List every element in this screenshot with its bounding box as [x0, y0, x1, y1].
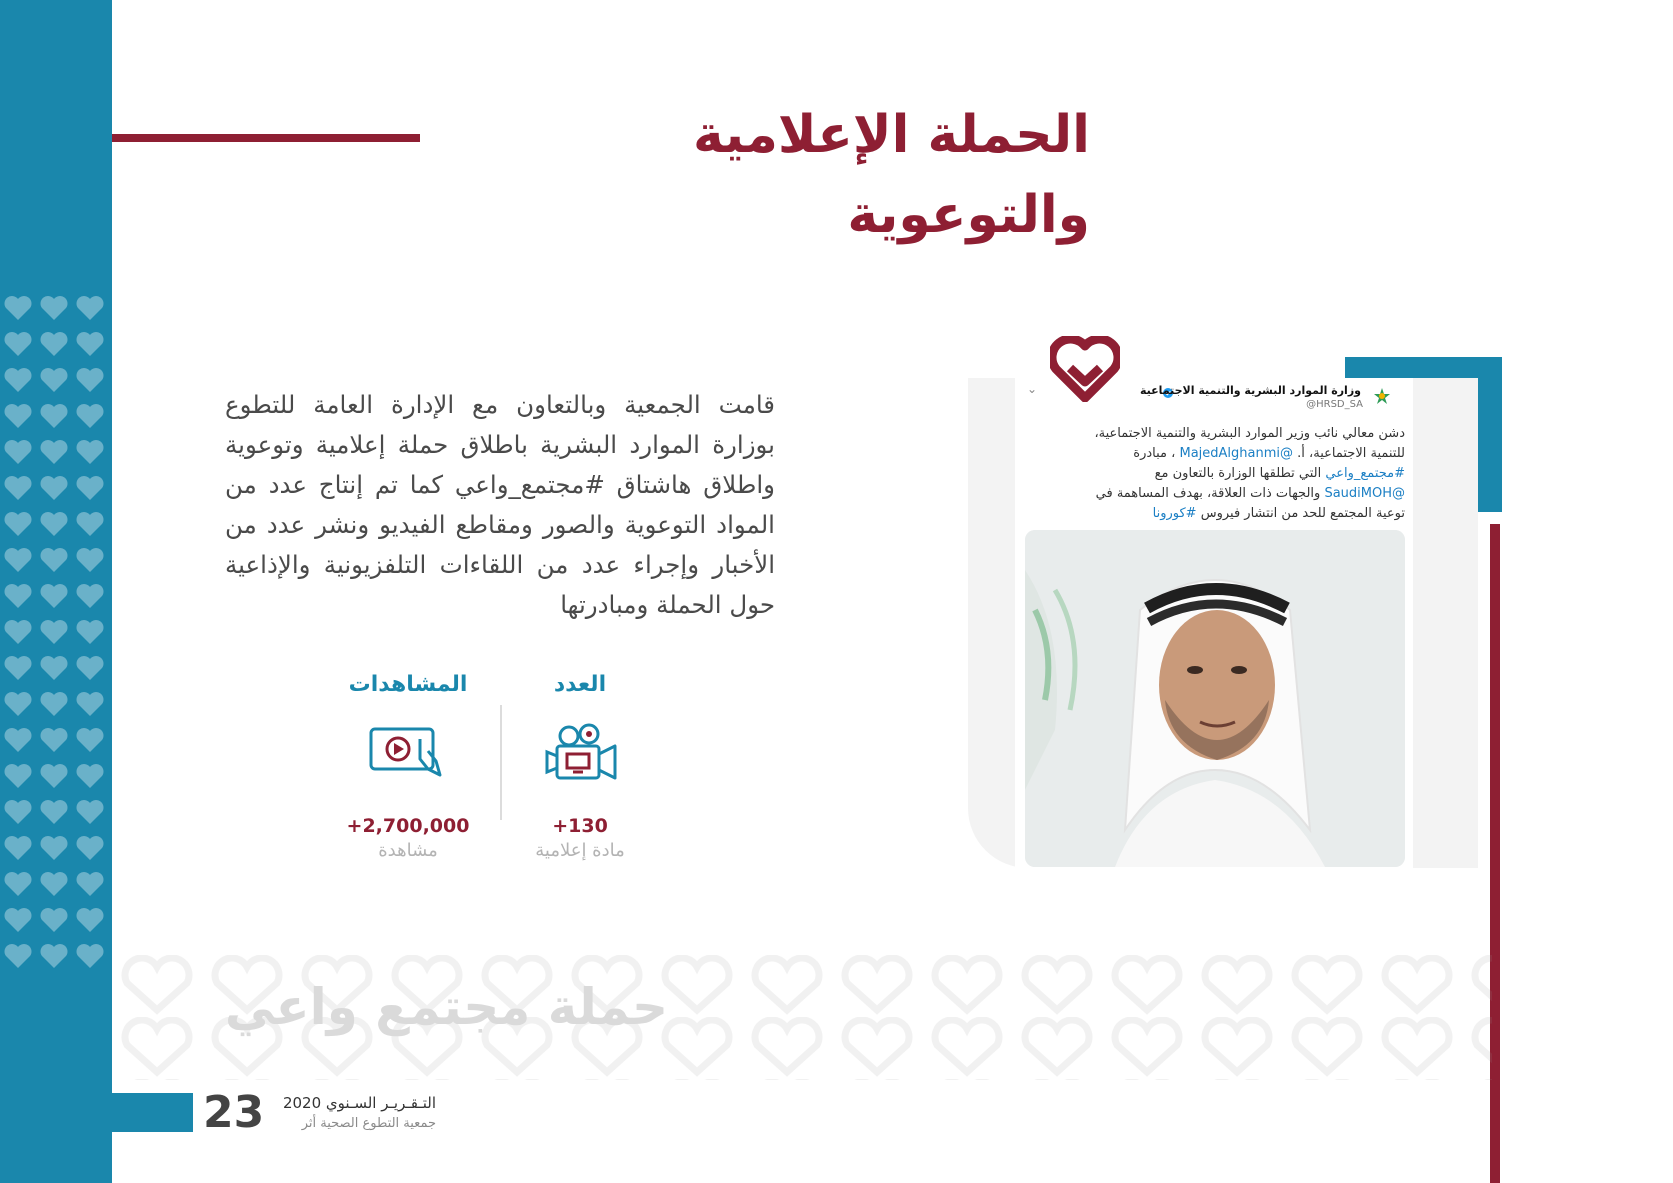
count-label: مادة إعلامية: [535, 840, 625, 861]
tweet-menu-icon: ⌄: [1027, 382, 1038, 396]
heart-check-logo-icon: [1050, 336, 1120, 402]
footer-accent-bar: [112, 1093, 193, 1132]
page-number: 23: [203, 1087, 265, 1138]
tweet-photo[interactable]: [1025, 530, 1405, 867]
title-underline-rule: [112, 134, 420, 142]
tweet-account-name: وزارة الموارد البشرية والتنمية الاجتماعية: [1139, 384, 1361, 397]
mention-majed-link[interactable]: @MajedAlghanmi: [1179, 446, 1294, 461]
count-heading: العدد: [553, 672, 607, 697]
tweet-handle: @HRSD_SA: [1306, 399, 1363, 410]
video-view-icon: [368, 725, 448, 785]
tweet-text: [1027, 424, 1405, 524]
tweet-line-5-text: توعية المجتمع للحد من انتشار فيروس: [1200, 506, 1405, 521]
tweet-line-3: [1027, 464, 1405, 484]
heart-pattern-decoration: [0, 290, 112, 980]
tweet-line-1: دشن معالي نائب وزير الموارد البشرية والتنمية الاجتماعية،: [1094, 426, 1405, 441]
views-heading: المشاهدات: [348, 672, 468, 697]
tweet-line-2-end: ، مبادرة: [1133, 446, 1176, 461]
hashtag-mujtama-link[interactable]: #مجتمع_واعي: [1325, 466, 1405, 481]
video-camera-icon: [543, 722, 619, 790]
left-decorative-band: [0, 0, 112, 1183]
organization-name: جمعية التطوع الصحية أثر: [301, 1116, 436, 1131]
views-label: مشاهدة: [378, 840, 438, 861]
portrait-illustration: [1025, 530, 1405, 867]
tweet-line-4: [1027, 484, 1405, 504]
report-title: التـقـريـر السـنوي 2020: [282, 1094, 436, 1112]
views-value: +2,700,000: [346, 815, 470, 837]
tweet-line-3-text: التي تطلقها الوزارة بالتعاون مع: [1154, 466, 1322, 481]
stats-divider: [500, 705, 502, 820]
tweet-card: [1015, 378, 1413, 868]
tweet-line-4-text: والجهات ذات العلاقة، بهدف المساهمة في: [1095, 486, 1321, 501]
body-paragraph: قامت الجمعية وبالتعاون مع الإدارة العامة للتطوع بوزارة الموارد البشرية باطلاق حملة إعلامية وتوعوية واطلاق هاشتاق #مجتمع_واعي كما تم إنتاج عدد من المواد التوعوية والصور ومقاطع الفيديو ونشر عدد من الأخبار وإجراء عدد من اللقاءات التلفزيونية والإذاعية حول الحملة ومبادرتها: [225, 390, 775, 619]
tweet-line-5: [1027, 504, 1405, 524]
tweet-line-2: [1027, 444, 1405, 464]
campaign-watermark: حملة مجتمع واعي: [224, 978, 668, 1036]
hashtag-corona-link[interactable]: #كورونا: [1152, 506, 1197, 521]
mention-moh-link[interactable]: @SaudiMOH: [1324, 486, 1405, 501]
maroon-vertical-line: [1490, 524, 1500, 1183]
page-title: الحملة الإعلامية والتوعوية: [692, 105, 1090, 245]
tweet-line-2-text: للتنمية الاجتماعية، أ.: [1297, 446, 1405, 461]
ministry-logo-icon: [1371, 386, 1393, 408]
count-value: +130: [552, 815, 608, 837]
